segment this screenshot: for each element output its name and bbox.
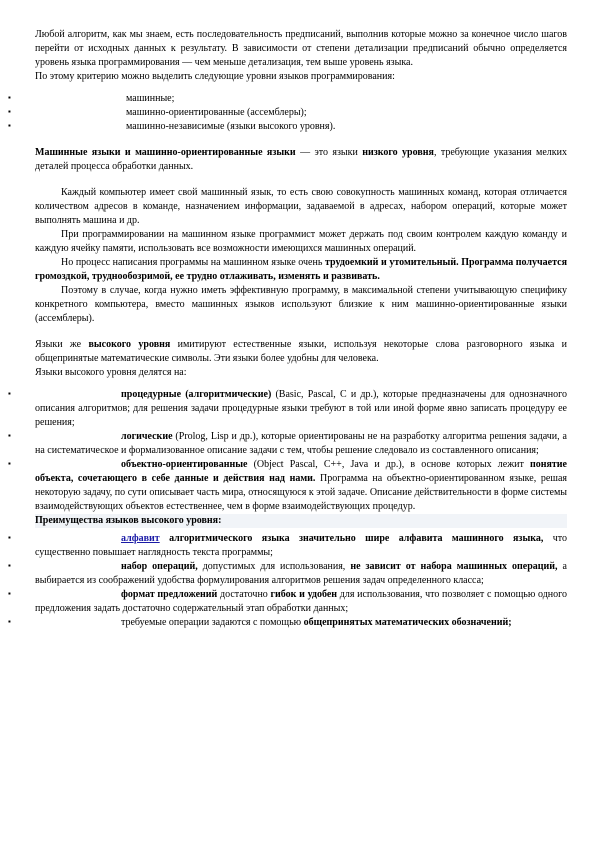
list-item: ▪ машинно-независимые (языки высокого уровня). (35, 120, 567, 134)
high-level-division: Языки высокого уровня делятся на: (35, 367, 187, 378)
high-level-paragraph: Языки же высокого уровня имитируют естественные языки, используя некоторые слова разговорного языка и общепринятые математические символы. Эти языки более удобны для человека. (35, 339, 568, 364)
machine-emphasis: трудоемкий и утомительный. Программа получается громоздкой, труднообозримой, ее трудно отлаживать, изменять и развивать. (35, 257, 567, 282)
list-item: ▪ машинно-ориентированные (ассемблеры); (35, 106, 567, 120)
machine-paragraph-2: При программировании на машинном языке программист может держать под своим контролем каждую команду и каждую ячейку памяти, использовать все возможности имеющихся машинных операций. (35, 229, 567, 254)
list-item: ▪ требуемые операции задаются с помощью общепринятых математических обозначений; (35, 616, 567, 630)
list-item: ▪ алфавит алгоритмического языка значительно шире алфавита машинного языка, что существенно повышает наглядность текста программы; (35, 532, 567, 560)
list-item: ▪ набор операций, допустимых для использования, не зависит от набора машинных операций, а выбирается из соображений удобства формулирования алгоритмов решения задач определенного класса; (35, 560, 567, 588)
low-level-emphasis: низкого уровня (362, 147, 434, 158)
high-level-term: высокого уровня (88, 339, 171, 350)
advantages-title: Преимущества языков высокого уровня: (35, 514, 567, 528)
intro-criteria: По этому критерию можно выделить следующие уровни языков программирования: (35, 71, 395, 82)
list-item: ▪ процедурные (алгоритмические) (Basic, Pascal, C и др.), которые предназначены для однозначного описания алгоритмов; для решения задачи процедурные языки требуют в той или иной форме явно записать процедуру ее решения; (35, 388, 567, 430)
list-item: ▪ формат предложений достаточно гибок и удобен для использования, что позволяет с помощью одного предложения задать достаточно содержательный этап обработки данных; (35, 588, 567, 616)
low-level-term: Машинные языки и машинно-ориентированные языки (35, 147, 296, 158)
alphabet-link[interactable]: алфавит (121, 533, 160, 544)
kinds-list (35, 388, 567, 514)
document-page (35, 28, 567, 630)
intro-paragraph: Любой алгоритм, как мы знаем, есть последовательность предписаний, выполнив которые можно за конечное число шагов перейти от исходных данных к результату. В зависимости от степени детализации предписаний обычно определяется уровень языка программирования — чем меньше детализация, тем выше уровень языка. (35, 29, 567, 68)
list-item: ▪ логические (Prolog, Lisp и др.), которые ориентированы не на разработку алгоритма решения задачи, а на систематическое и формализованное описание задачи с тем, чтобы решение следовало из составленного описания; (35, 430, 567, 458)
machine-paragraph-3: Но процесс написания программы на машинном языке очень трудоемкий и утомительный. Программа получается громоздкой, труднообозримой, ее трудно отлаживать, изменять и развивать. (35, 257, 567, 282)
machine-paragraph-4: Поэтому в случае, когда нужно иметь эффективную программу, в максимальной степени учитывающую специфику конкретного компьютера, вместо машинных языков используют близкие к ним машинно-ориентированные языки (ассемблеры). (35, 285, 567, 324)
low-level-paragraph: Машинные языки и машинно-ориентированные языки — это языки низкого уровня, требующие указания мелких деталей процесса обработки данных. (35, 147, 567, 172)
advantages-list (35, 532, 567, 630)
list-item: ▪ машинные; (35, 92, 567, 106)
levels-list (35, 92, 567, 134)
list-item: ▪ объектно-ориентированные (Object Pascal, C++, Java и др.), в основе которых лежит понятие объекта, сочетающего в себе данные и действия над нами. Программа на объектно-ориентированном языке, решая некоторую задачу, по сути описывает часть мира, относящуюся к этой задаче. Описание действительности в форме системы взаимодействующих объектов естественнее, чем в форме взаимодействующих процедур. (35, 458, 567, 514)
machine-paragraph-1: Каждый компьютер имеет свой машинный язык, то есть свою совокупность машинных команд, которая отличается количеством адресов в команде, назначением информации, задаваемой в адресах, набором операций, которые может выполнять машина и др. (35, 187, 567, 226)
